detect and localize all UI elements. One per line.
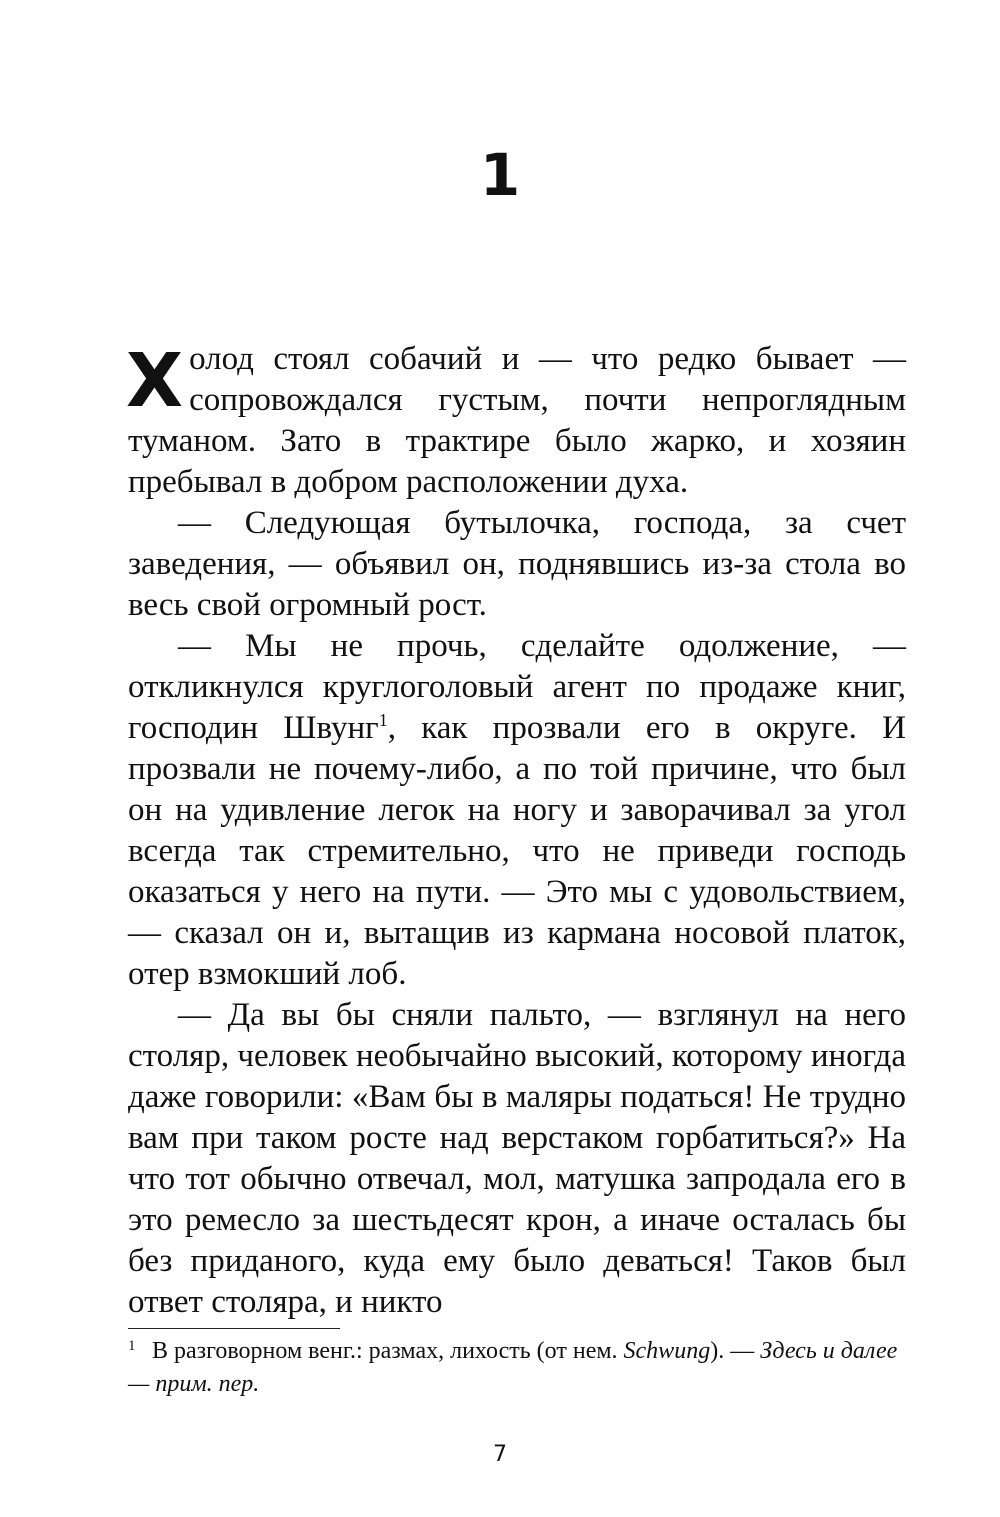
footnote-divider — [128, 1328, 340, 1329]
paragraph-1 — [128, 339, 906, 503]
footnote-reference: 1 — [378, 710, 388, 730]
footnote-term: Schwung — [623, 1338, 711, 1364]
paragraph-4: — Да вы бы сняли пальто, — взглянул на него столяр, человек необычайно высокий, которому иногда даже говорили: «Вам бы в маляры податься! Не трудно вам при таком росте над верстаком горбатиться?» На что тот обычно отвечал, мол, матушка запродала его в это ремесло за шестьдесят крон, а иначе осталась бы без приданого, куда ему было деваться! Таков был ответ столяра, и никто — [128, 997, 906, 1320]
footnote-marker: 1 — [128, 1338, 136, 1354]
footnote-text: В разговорном венг.: размах, лихость (от нем. — [152, 1338, 624, 1364]
paragraph-3-text-a: — Мы не прочь, сделайте одолжение, — откликнулся круглоголовый агент по продаже книг, господин Швунг — [128, 628, 906, 746]
body-text — [128, 339, 906, 1323]
footnote-note: Здесь и далее — прим. пер. — [128, 1338, 898, 1397]
drop-cap: Х — [126, 338, 184, 424]
paragraph-3 — [128, 626, 906, 995]
paragraph-2: — Следующая бутылочка, господа, за счет заведения, — объявил он, поднявшись из-за стола во весь свой огромный рост. — [128, 505, 906, 623]
paragraph-3-text-b: , как прозвали его в округе. И прозвали не почему-либо, а по той причине, что был он на удивление легок на ногу и заворачивал за угол всегда так стремительно, что не приведи господь оказаться у него на пути. — Это мы с удовольствием, — сказал он и, вытащив из кармана носовой платок, отер взмокший лоб. — [128, 710, 906, 992]
footnote-text-after: ). — — [710, 1338, 761, 1364]
page-number: 7 — [493, 1442, 507, 1467]
chapter-number: 1 — [479, 141, 521, 209]
footnote — [128, 1335, 906, 1401]
paragraph-1-text: олод стоял собачий и — что редко бывает — сопровождался густым, почти непроглядным туманом. Зато в трактире было жарко, и хозяин пребывал в добром расположении духа. — [128, 341, 906, 500]
